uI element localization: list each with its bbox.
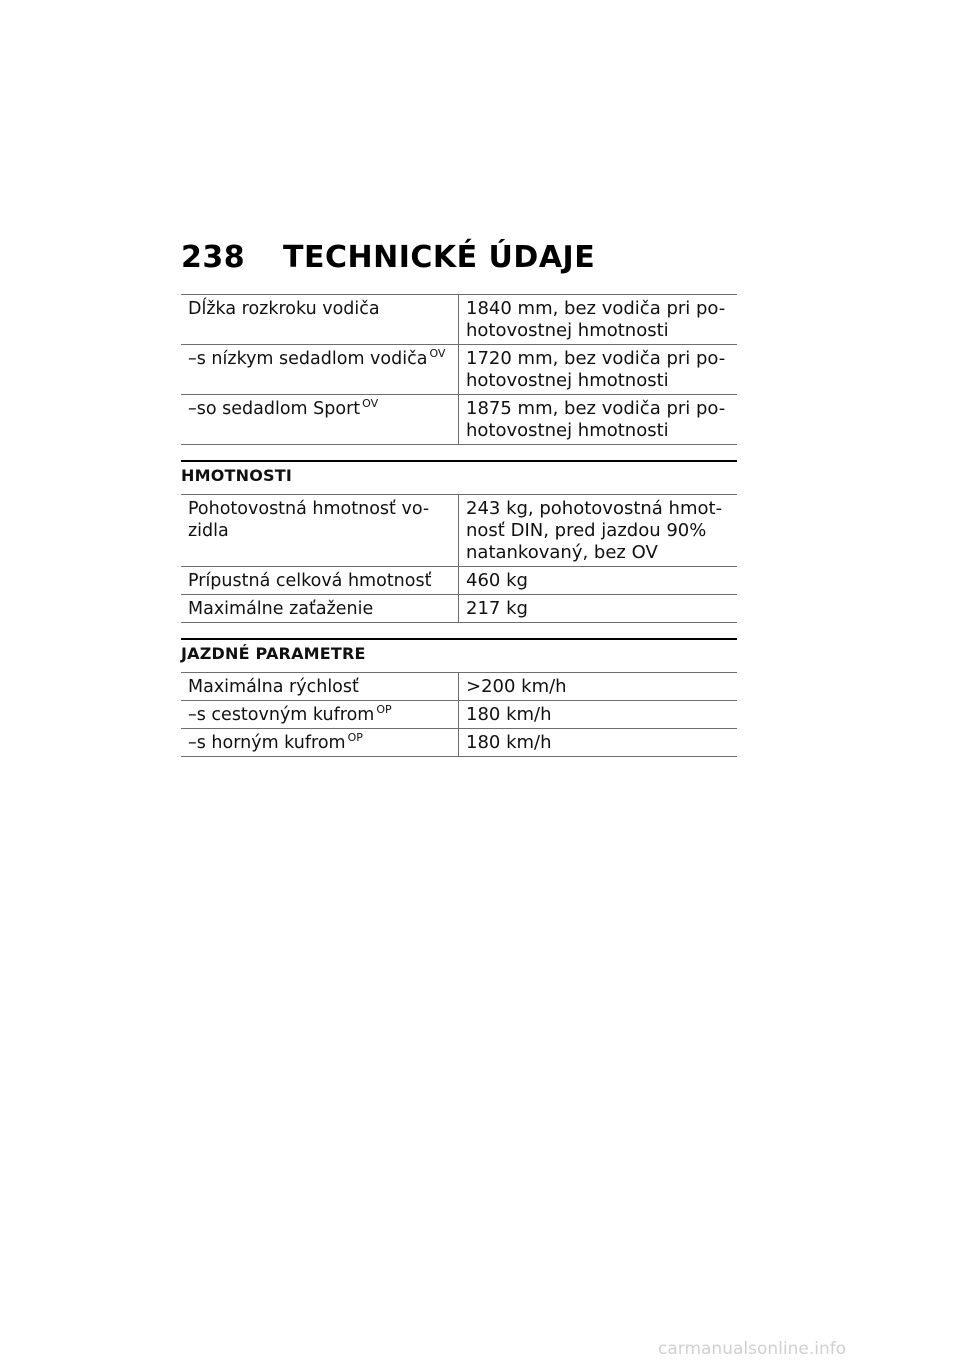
page-header (181, 240, 595, 275)
spec-value: 1720 mm, bez vodiča pri po- hotovostnej hmotnosti (466, 348, 726, 391)
spec-value: 460 kg (466, 570, 528, 591)
spec-value: 243 kg, pohotovostná hmot- nosť DIN, pred jazdou 90% natankovaný, bez OV (466, 498, 723, 563)
table-row (181, 701, 737, 729)
table-row (181, 295, 737, 345)
weights-table (181, 494, 737, 623)
table-row (181, 729, 737, 757)
spec-value: 1840 mm, bez vodiča pri po- hotovostnej hmotnosti (466, 298, 726, 341)
footnote-marker: OP (376, 703, 392, 716)
spec-label: –s horným kufrom $^{OP}$ (181, 729, 459, 757)
spec-label: Prípustná celková hmotnosť (181, 567, 459, 595)
spec-label: Maximálna rýchlosť (181, 673, 459, 701)
section-title-performance: JAZDNÉ PARAMETRE (181, 638, 737, 672)
performance-table (181, 672, 737, 757)
spec-value: 1875 mm, bez vodiča pri po- hotovostnej hmotnosti (466, 398, 726, 441)
table-row (181, 595, 737, 623)
footnote-marker: OP (347, 731, 363, 744)
spec-label: Dĺžka rozkroku vodiča (181, 295, 459, 345)
table-row (181, 567, 737, 595)
table-row (181, 495, 737, 567)
spec-value: 180 km/h (466, 704, 552, 725)
watermark: carmanualsonline.info (658, 1339, 847, 1359)
section-title-weights: HMOTNOSTI (181, 460, 737, 494)
page-content (181, 294, 737, 757)
spec-label: Maximálne zaťaženie (181, 595, 459, 623)
page-number: 238 (181, 240, 246, 275)
spec-value: 180 km/h (466, 732, 552, 753)
spec-label: Pohotovostná hmotnosť vo- zidla (181, 495, 459, 567)
spec-label: –s cestovným kufrom $^{OP}$ (181, 701, 459, 729)
table-row (181, 395, 737, 445)
spec-value: 217 kg (466, 598, 528, 619)
table-row (181, 673, 737, 701)
spec-value: >200 km/h (466, 676, 567, 697)
spec-label: –s nízkym sedadlom vodiča $^{OV}$ (181, 345, 459, 395)
spec-label: –so sedadlom Sport $^{OV}$ (181, 395, 459, 445)
footnote-marker: OV (362, 397, 379, 410)
seat-height-table (181, 294, 737, 445)
page-title: TECHNICKÉ ÚDAJE (283, 240, 596, 275)
footnote-marker: OV (429, 347, 446, 360)
table-row (181, 345, 737, 395)
